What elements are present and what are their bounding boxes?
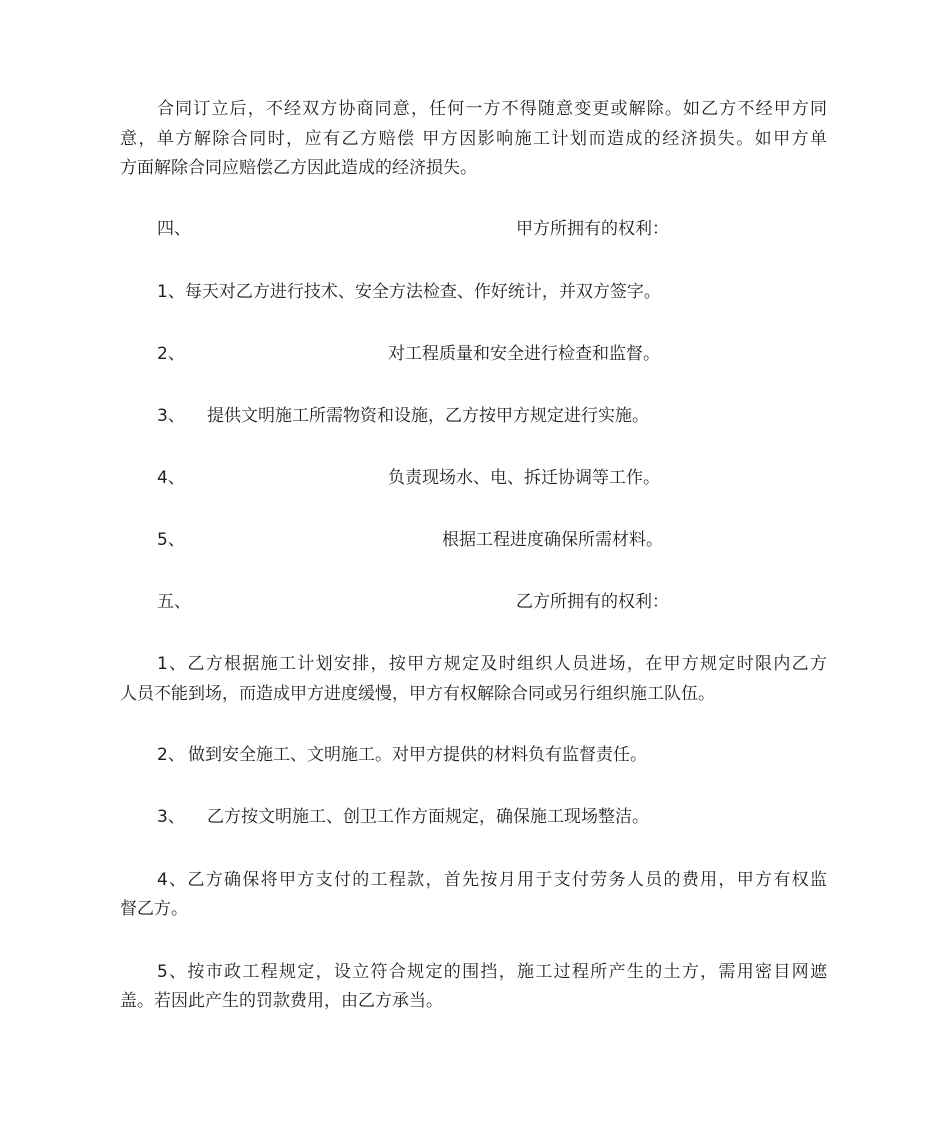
item-text: 每天对乙方进行技术、安全方法检查、作好统计，并双方签字。 <box>184 282 661 302</box>
section-4-item-3-text: 提供文明施工所需物资和设施，乙方按甲方规定进行实施。 <box>207 406 649 426</box>
section-5-item-1-line-2: 人员不能到场，而造成甲方进度缓慢，甲方有权解除合同或另行组织施工队伍。 <box>120 684 715 704</box>
section-4-title: 甲方所拥有的权利： <box>516 219 669 239</box>
section-5-item-5-line-1: 5、按市政工程规定，设立符合规定的围挡，施工过程所产生的土方，需用密目网遮 <box>157 962 827 982</box>
section-4-item-2-number: 2、 <box>157 344 185 364</box>
section-5-item-5-line-2: 盖。若因此产生的罚款费用，由乙方承当。 <box>120 991 443 1011</box>
item-number: 1、 <box>157 282 185 302</box>
section-5-item-4-line-1: 4、乙方确保将甲方支付的工程款，首先按月用于支付劳务人员的费用，甲方有权监 <box>157 870 827 890</box>
section-5-item-2-text: 做到安全施工、文明施工。对甲方提供的材料负有监督责任。 <box>188 745 647 765</box>
section-5-title: 乙方所拥有的权利： <box>516 592 669 612</box>
section-5-item-3-number: 3、 <box>157 807 185 827</box>
section-4-item-3-number: 3、 <box>157 406 185 426</box>
paragraph-1-line-1: 合同订立后，不经双方协商同意，任何一方不得随意变更或解除。如乙方不经甲方同 <box>157 99 827 119</box>
section-5-item-4-line-2: 督乙方。 <box>120 899 188 919</box>
section-4-number: 四、 <box>157 219 191 239</box>
section-5-item-1-line-1: 1、乙方根据施工计划安排，按甲方规定及时组织人员进场，在甲方规定时限内乙方 <box>157 654 827 674</box>
section-5-number: 五、 <box>157 592 191 612</box>
paragraph-1-line-3: 方面解除合同应赔偿乙方因此造成的经济损失。 <box>120 158 477 178</box>
paragraph-1-line-2: 意，单方解除合同时，应有乙方赔偿 甲方因影响施工计划而造成的经济损失。如甲方单 <box>120 129 827 149</box>
section-4-item-1 <box>157 280 661 304</box>
section-5-item-3-text: 乙方按文明施工、创卫工作方面规定，确保施工现场整洁。 <box>207 807 649 827</box>
section-4-item-5-text: 根据工程进度确保所需材料。 <box>442 530 663 550</box>
section-4-item-4-number: 4、 <box>157 468 185 488</box>
section-5-item-2-number: 2、 <box>157 745 185 765</box>
section-4-item-2-text: 对工程质量和安全进行检查和监督。 <box>388 344 660 364</box>
section-4-item-5-number: 5、 <box>157 530 185 550</box>
section-4-item-4-text: 负责现场水、电、拆迁协调等工作。 <box>388 468 660 488</box>
